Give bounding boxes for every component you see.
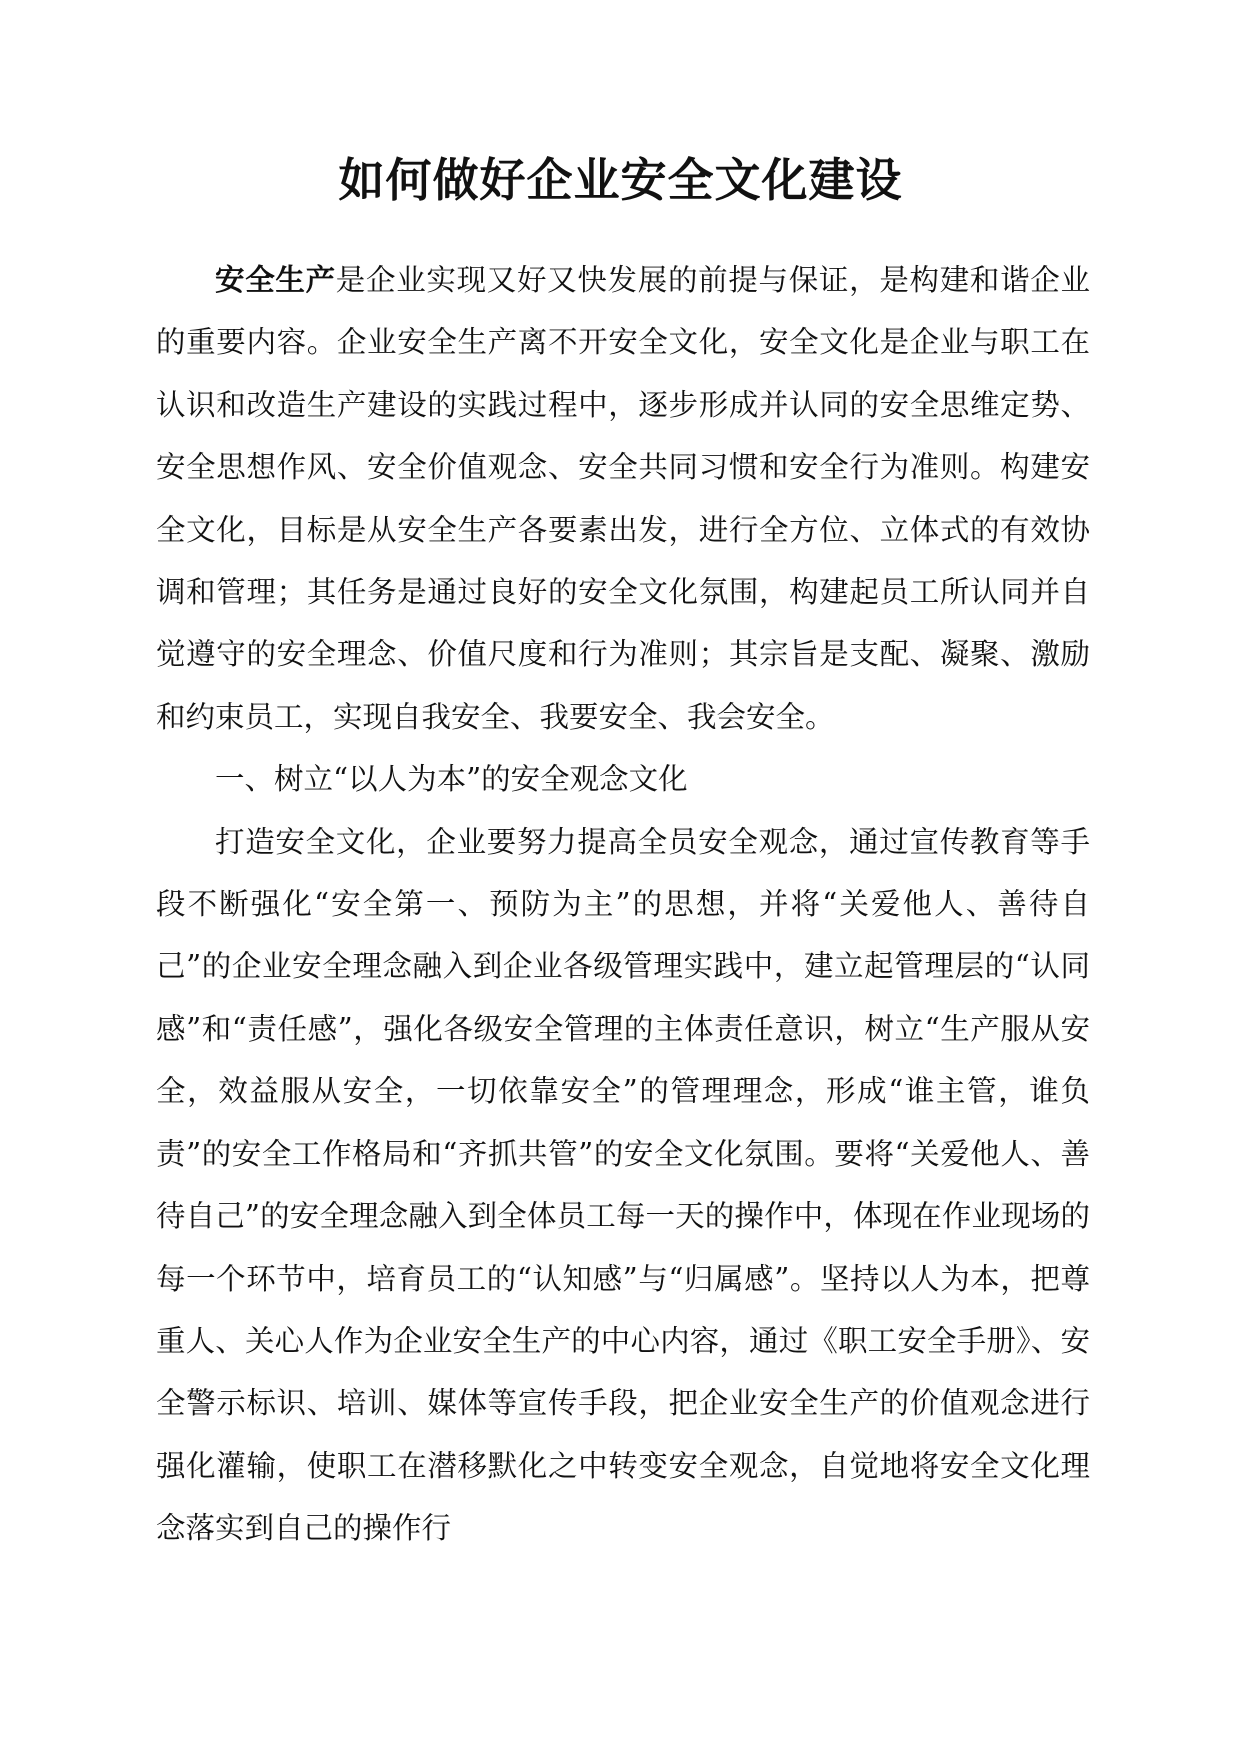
- intro-lead-term: 安全生产: [215, 262, 336, 297]
- document-body: [156, 249, 1090, 1560]
- section-heading: 一、树立“以人为本”的安全观念文化: [215, 762, 688, 797]
- section-paragraph: 打造安全文化，企业要努力提高全员安全观念，通过宣传教育等手段不断强化“安全第一、预防为主”的思想，并将“关爱他人、善待自己”的企业安全理念融入到企业各级管理实践中，建立起管理层的“认同感”和“责任感”，强化各级安全管理的主体责任意识，树立“生产服从安全，效益服从安全，一切依靠安全”的管理理念，形成“谁主管，谁负责”的安全工作格局和“齐抓共管”的安全文化氛围。要将“关爱他人、善待自己”的安全理念融入到全体员工每一天的操作中，体现在作业现场的每一个环节中，培育员工的“认知感”与“归属感”。坚持以人为本，把尊重人、关心人作为企业安全生产的中心内容，通过《职工安全手册》、安全警示标识、培训、媒体等宣传手段，把企业安全生产的价值观念进行强化灌输，使职工在潜移默化之中转变安全观念，自觉地将安全文化理念落实到自己的操作行: [156, 824, 1090, 1546]
- intro-paragraph: [156, 249, 1090, 748]
- document-title: 如何做好企业安全文化建设: [338, 153, 903, 207]
- intro-text: 是企业实现又好又快发展的前提与保证，是构建和谐企业的重要内容。企业安全生产离不开安全文化，安全文化是企业与职工在认识和改造生产建设的实践过程中，逐步形成并认同的安全思维定势、安全思想作风、安全价值观念、安全共同习惯和安全行为准则。构建安全文化，目标是从安全生产各要素出发，进行全方位、立体式的有效协调和管理；其任务是通过良好的安全文化氛围，构建起员工所认同并自觉遵守的安全理念、价值尺度和行为准则；其宗旨是支配、凝聚、激励和约束员工，实现自我安全、我要安全、我会安全。: [156, 263, 1090, 734]
